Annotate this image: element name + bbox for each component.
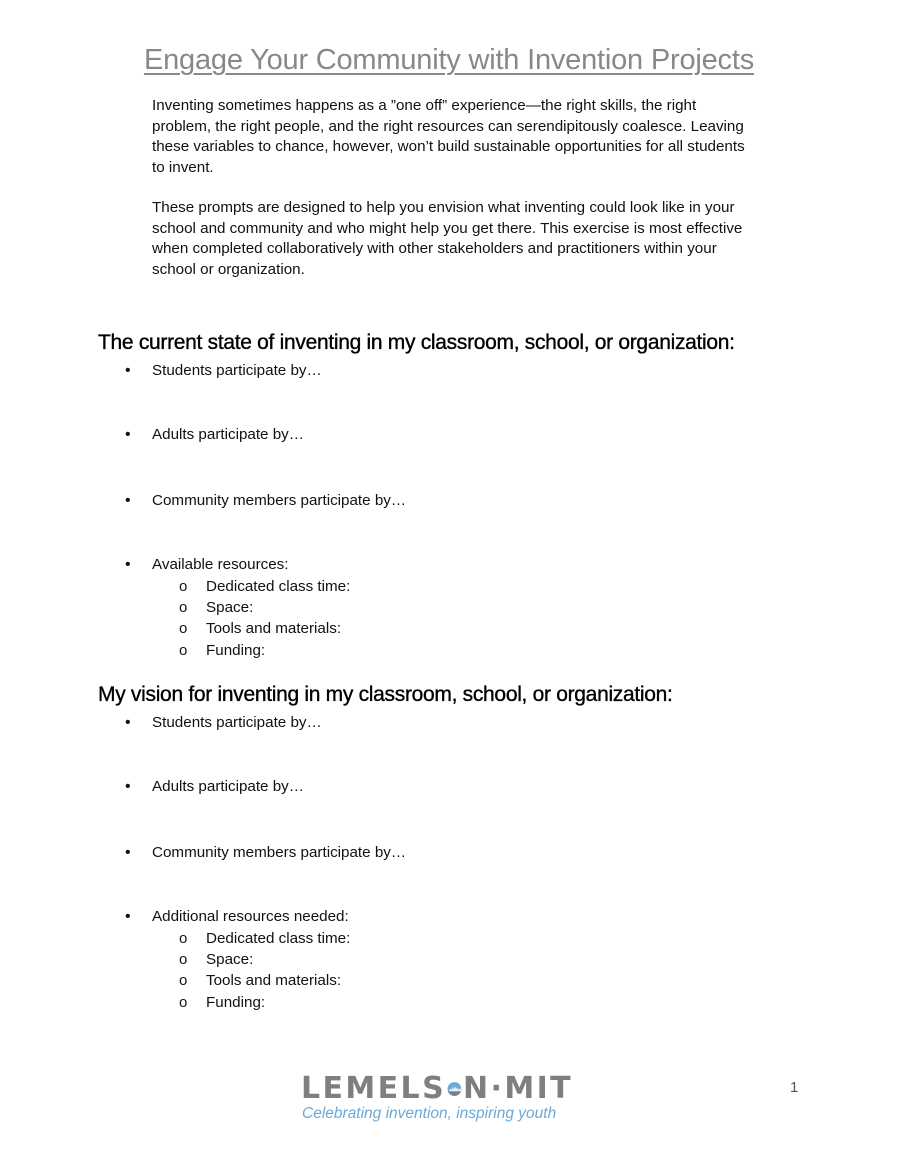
sub-list-item [179, 619, 342, 639]
sub-list-item [179, 993, 266, 1013]
sub-list-item [179, 641, 266, 661]
circle-bullet-icon: o [179, 578, 188, 595]
bullet-icon: • [125, 362, 131, 379]
bullet-icon: • [125, 714, 131, 731]
logo-tagline: Celebrating invention, inspiring youth [302, 1105, 557, 1122]
sub-list-item-label: Tools and materials: [206, 972, 342, 989]
sub-list-item-label: Space: [206, 599, 254, 616]
logo-text-left: LEMELS [301, 1071, 447, 1106]
section-heading-current-state: The current state of inventing in my classroom, school, or organization: [98, 331, 735, 354]
lemelson-mit-logo [301, 1072, 573, 1124]
circle-bullet-icon: o [179, 972, 188, 989]
sub-list-item-label: Tools and materials: [206, 620, 342, 637]
list-item [125, 491, 407, 511]
page-title: Engage Your Community with Invention Projects [143, 44, 754, 76]
sub-list-item [179, 971, 342, 991]
list-item-label: Community members participate by… [152, 844, 407, 861]
circle-bullet-icon: o [179, 994, 188, 1011]
bullet-icon: • [125, 844, 131, 861]
sub-list-item-label: Dedicated class time: [206, 578, 351, 595]
sub-list-item-label: Dedicated class time: [206, 930, 351, 947]
sub-list-item [179, 577, 351, 597]
circle-bullet-icon: o [179, 930, 188, 947]
list-item [125, 777, 304, 797]
logo-text-right: N·MIT [463, 1071, 573, 1106]
list-item-label: Available resources: [152, 556, 289, 573]
list-item-label: Students participate by… [152, 362, 322, 379]
bullet-icon: • [125, 492, 131, 509]
list-item [125, 425, 304, 445]
circle-bullet-icon: o [179, 620, 188, 637]
list-item [125, 843, 407, 863]
list-item-label: Students participate by… [152, 714, 322, 731]
intro-paragraph-2: These prompts are designed to help you envision what inventing could look like in your school and community and who might help you get there. This exercise is most effective when completed collaboratively with other stakeholders and practitioners within your school or organization. [152, 199, 743, 278]
page-number: 1 [790, 1079, 799, 1096]
circle-bullet-icon: o [179, 951, 188, 968]
bullet-icon: • [125, 778, 131, 795]
list-item-label: Adults participate by… [152, 778, 304, 795]
list-item-label: Additional resources needed: [152, 908, 349, 925]
sub-list-item-label: Space: [206, 951, 254, 968]
sub-list-item [179, 598, 254, 618]
list-item [125, 907, 349, 927]
list-item [125, 713, 322, 733]
logo-wordmark [301, 1072, 573, 1106]
sub-list-item-label: Funding: [206, 642, 266, 659]
bullet-icon: • [125, 426, 131, 443]
list-item-label: Adults participate by… [152, 426, 304, 443]
circle-bullet-icon: o [179, 599, 188, 616]
sub-list-item [179, 950, 254, 970]
globe-o-icon [447, 1076, 462, 1102]
circle-bullet-icon: o [179, 642, 188, 659]
sub-list-item-label: Funding: [206, 994, 266, 1011]
section-heading-vision: My vision for inventing in my classroom, school, or organization: [98, 683, 673, 706]
bullet-icon: • [125, 556, 131, 573]
sub-list-item [179, 929, 351, 949]
bullet-icon: • [125, 908, 131, 925]
list-item [125, 555, 289, 575]
intro-paragraph-1: Inventing sometimes happens as a ”one off” experience—the right skills, the right problem, the right people, and the right resources can serendipitously coalesce. Leaving these variables to chance, however, won’t build sustainable opportunities for all students to invent. [152, 97, 745, 176]
list-item [125, 361, 322, 381]
list-item-label: Community members participate by… [152, 492, 407, 509]
